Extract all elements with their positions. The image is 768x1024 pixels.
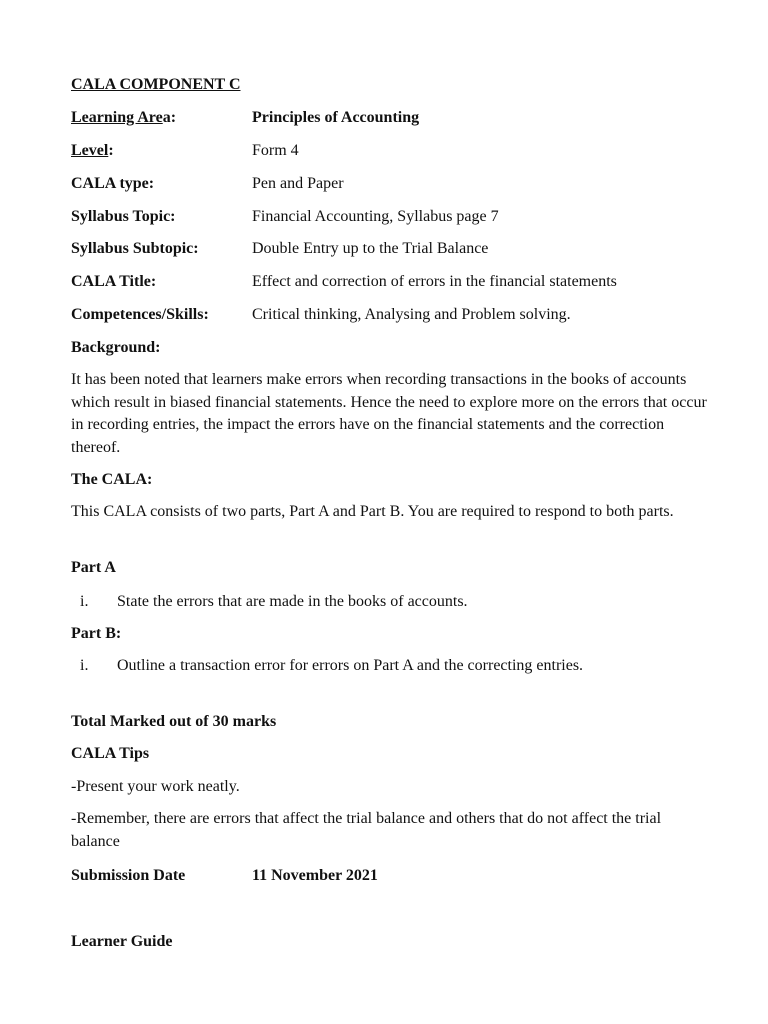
field-label-underlined: Level <box>71 142 109 159</box>
background-paragraph: It has been noted that learners make errors when recording transactions in the books of accounts which result in biased financial statements. Hence the need to explore more on the errors that occur in recording entries, the impact the errors have on the financial statements and the correction thereof. <box>71 371 707 456</box>
field-value-syllabus-subtopic: Double Entry up to the Trial Balance <box>252 240 489 257</box>
part-b-numeral: i. <box>80 657 89 674</box>
document-heading: CALA COMPONENT C <box>71 76 241 93</box>
cala-heading: The CALA: <box>71 471 153 488</box>
field-label-learning-area <box>71 108 176 128</box>
part-a-heading: Part A <box>71 559 116 576</box>
part-a-numeral: i. <box>80 593 89 610</box>
field-value-learning-area: Principles of Accounting <box>252 109 420 126</box>
field-label-underlined: Learning Are <box>71 109 163 126</box>
learner-guide-heading: Learner Guide <box>71 933 173 950</box>
tips-heading: CALA Tips <box>71 745 150 762</box>
field-label-level <box>71 141 114 161</box>
cala-paragraph: This CALA consists of two parts, Part A and Part B. You are required to respond to both parts. <box>71 503 674 520</box>
field-label-syllabus-topic: Syllabus Topic: <box>71 208 176 225</box>
field-value-competences: Critical thinking, Analysing and Problem solving. <box>252 306 571 323</box>
field-label-cala-title: CALA Title: <box>71 273 157 290</box>
field-value-level: Form 4 <box>252 142 299 159</box>
field-label-competences: Competences/Skills: <box>71 306 209 323</box>
field-value-syllabus-topic: Financial Accounting, Syllabus page 7 <box>252 208 499 225</box>
part-a-item: State the errors that are made in the books of accounts. <box>117 593 468 610</box>
background-heading: Background: <box>71 339 161 356</box>
field-label-rest: a: <box>162 109 177 126</box>
field-label-syllabus-subtopic: Syllabus Subtopic: <box>71 240 199 257</box>
field-value-cala-title: Effect and correction of errors in the financial statements <box>252 273 617 290</box>
tip-present-neatly: -Present your work neatly. <box>71 778 240 795</box>
field-value-cala-type: Pen and Paper <box>252 175 344 192</box>
submission-date: 11 November 2021 <box>252 867 378 884</box>
part-b-heading: Part B: <box>71 625 122 642</box>
submission-label: Submission Date <box>71 867 186 884</box>
total-marks: Total Marked out of 30 marks <box>71 713 277 730</box>
field-label-cala-type: CALA type: <box>71 175 155 192</box>
field-label-rest: : <box>108 142 114 159</box>
tip-remember-errors: -Remember, there are errors that affect the trial balance and others that do not affect the trial balance <box>71 810 662 850</box>
part-b-item: Outline a transaction error for errors on Part A and the correcting entries. <box>117 657 584 674</box>
